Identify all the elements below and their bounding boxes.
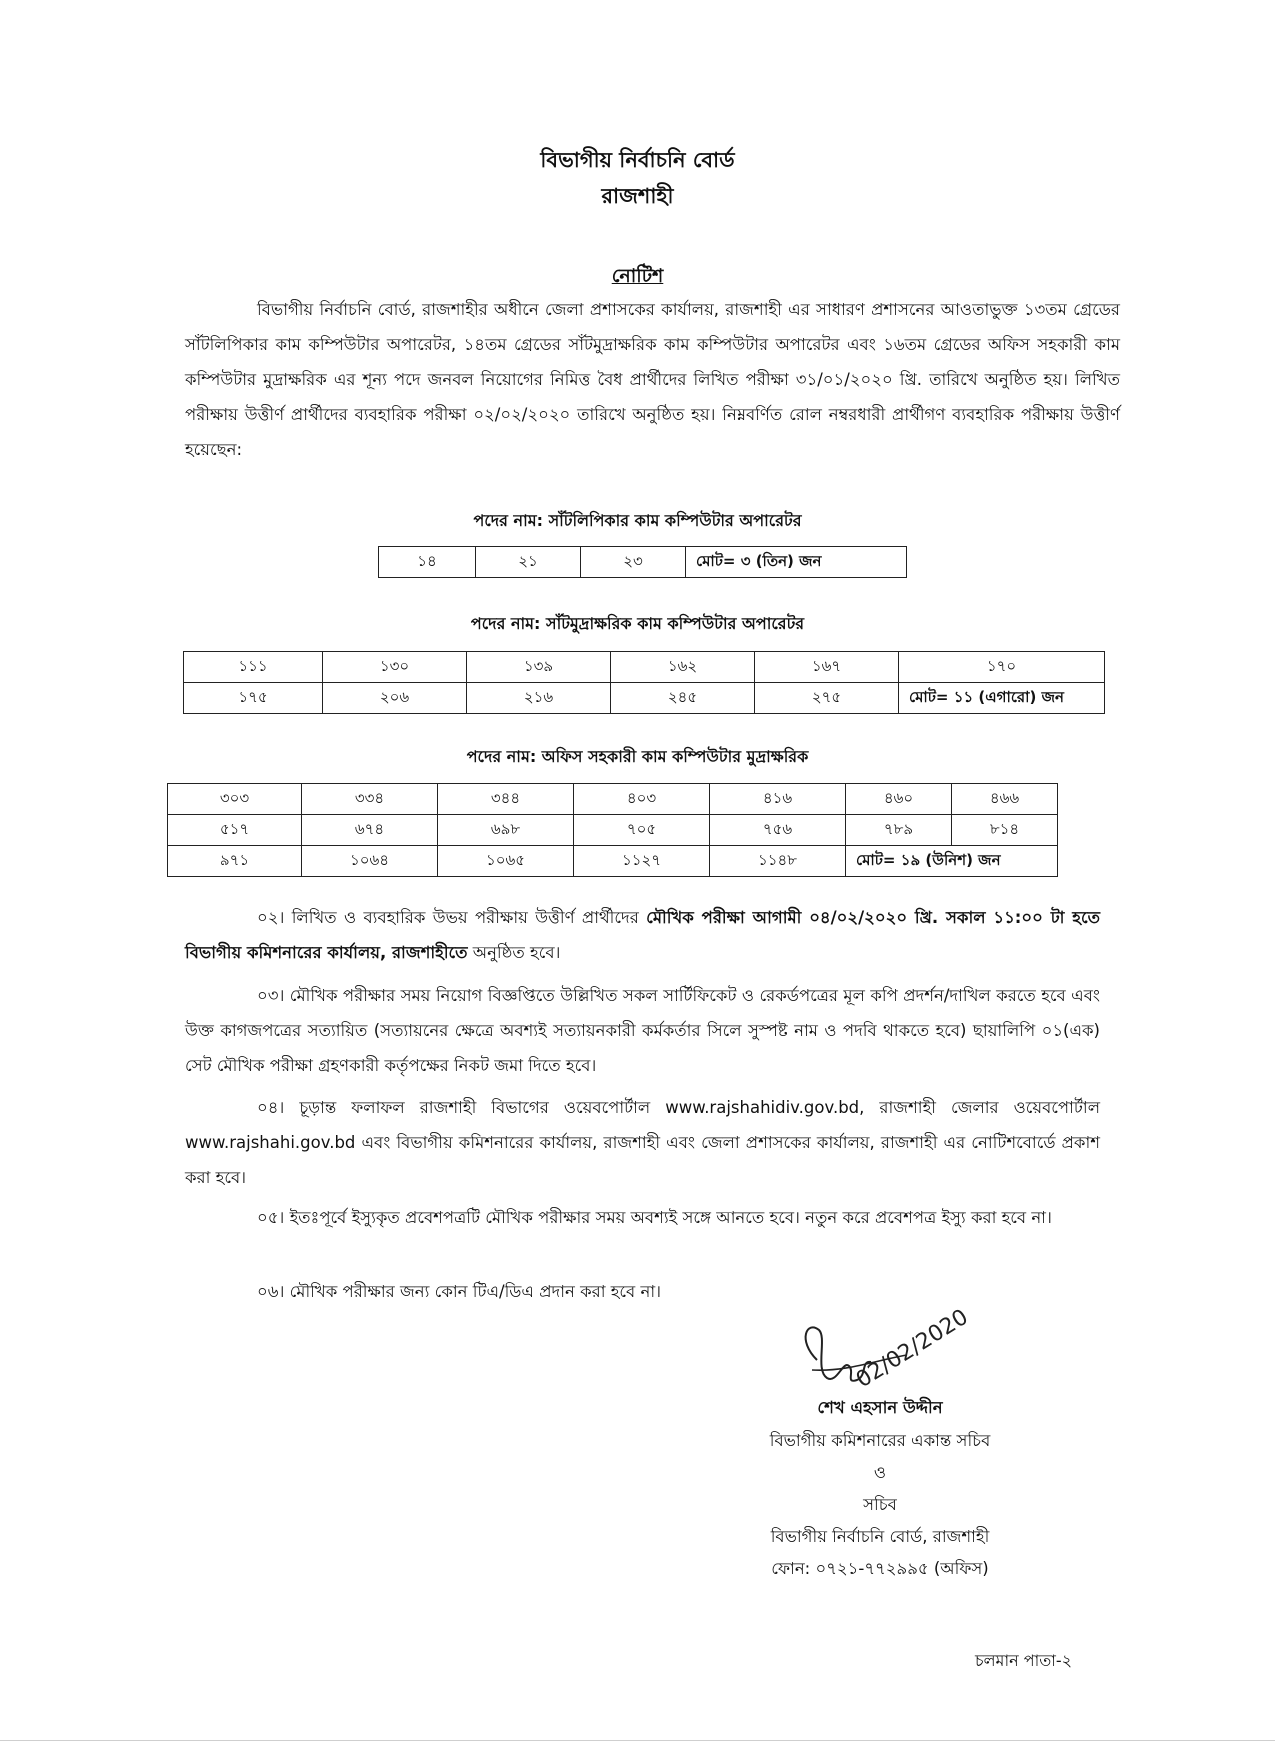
roll-cell: ৮১৪ <box>952 815 1058 846</box>
roll-cell: ৩৩৪ <box>302 784 438 815</box>
roll-cell: ১১৪৮ <box>710 846 846 877</box>
signer-title-2: সচিব <box>863 1495 897 1514</box>
table-row <box>168 815 1058 846</box>
roll-cell: ১৭০ <box>899 652 1105 683</box>
paragraph-ta-da: ০৬। মৌখিক পরীক্ষার জন্য কোন টিএ/ডিএ প্রদান করা হবে না। <box>257 1282 662 1301</box>
viva-schedule: মৌখিক পরীক্ষা আগামী ০৪/০২/২০২০ খ্রি. সকাল ১১:০০ টা হতে বিভাগীয় কমিশনারের কার্যালয়, রাজশাহীতে <box>185 908 1100 962</box>
roll-cell: ১৩০ <box>323 652 467 683</box>
roll-cell: ৭৫৬ <box>710 815 846 846</box>
table-row <box>379 547 907 578</box>
table1-title: পদের নাম: সাঁটলিপিকার কাম কম্পিউটার অপারেটর <box>473 511 802 530</box>
table3-title: পদের নাম: অফিস সহকারী কাম কম্পিউটার মুদ্রাক্ষরিক <box>466 747 809 766</box>
roll-cell: ৪১৬ <box>710 784 846 815</box>
roll-cell: ২৪৫ <box>611 683 755 714</box>
roll-cell: ১১২৭ <box>574 846 710 877</box>
roll-cell: ১৬২ <box>611 652 755 683</box>
roll-cell: ২১৬ <box>467 683 611 714</box>
roll-cell: ২১ <box>476 547 581 578</box>
roll-cell: ২৩ <box>581 547 686 578</box>
continued-page-note: চলমান পাতা-২ <box>975 1651 1073 1670</box>
paragraph-documents: ০৩। মৌখিক পরীক্ষার সময় নিয়োগ বিজ্ঞপ্তিতে উল্লিখিত সকল সার্টিফিকেট ও রেকর্ডপত্রের মূল কপি প্রদর্শন/দাখিল করতে হবে এবং উক্ত কাগজপত্রের সত্যায়িত (সত্যায়নের ক্ষেত্রে অবশ্যই সত্যায়নকারী কর্মকর্তার সিলে সুস্পষ্ট নাম ও পদবি থাকতে হবে) ছায়ালিপি ০১(এক) সেট মৌখিক পরীক্ষা গ্রহণকারী কর্তৃপক্ষের নিকট জমা দিতে হবে। <box>185 986 1100 1075</box>
roll-cell: ১০৬৫ <box>438 846 574 877</box>
roll-cell: ৩৪৪ <box>438 784 574 815</box>
roll-cell: ৬৯৮ <box>438 815 574 846</box>
total-cell: মোট= ৩ (তিন) জন <box>686 547 907 578</box>
total-cell: মোট= ১৯ (উনিশ) জন <box>846 846 1058 877</box>
signer-title-1: বিভাগীয় কমিশনারের একান্ত সচিব <box>769 1431 991 1450</box>
scan-edge-line <box>0 1740 1275 1741</box>
city-heading: রাজশাহী <box>601 184 674 208</box>
table-row <box>168 846 1058 877</box>
paragraph-intro: বিভাগীয় নির্বাচনি বোর্ড, রাজশাহীর অধীনে জেলা প্রশাসকের কার্যালয়, রাজশাহী এর সাধারণ প্রশাসনের আওতাভুক্ত ১৩তম গ্রেডের সাঁটলিপিকার কাম কম্পিউটার অপারেটর, ১৪তম গ্রেডের সাঁটমুদ্রাক্ষরিক কাম কম্পিউটার অপারেটর এবং ১৬তম গ্রেডের অফিস সহকারী কাম কম্পিউটার মুদ্রাক্ষরিক এর শূন্য পদে জনবল নিয়োগের নিমিত্ত বৈধ প্রার্থীদের লিখিত পরীক্ষা ৩১/০১/২০২০ খ্রি. তারিখে অনুষ্ঠিত হয়। লিখিত পরীক্ষায় উত্তীর্ণ প্রার্থীদের ব্যবহারিক পরীক্ষা ০২/০২/২০২০ তারিখে অনুষ্ঠিত হয়। নিম্নবর্ণিত রোল নম্বরধারী প্রার্থীগণ ব্যবহারিক পরীক্ষায় উত্তীর্ণ হয়েছেন: <box>185 300 1120 459</box>
roll-cell: ৬৭৪ <box>302 815 438 846</box>
roll-cell: ২০৬ <box>323 683 467 714</box>
signer-title-3: বিভাগীয় নির্বাচনি বোর্ড, রাজশাহী <box>770 1527 990 1546</box>
roll-cell: ১৩৯ <box>467 652 611 683</box>
roll-cell: ১৭৫ <box>184 683 323 714</box>
roll-cell: ৭৮৯ <box>846 815 952 846</box>
table-row <box>168 784 1058 815</box>
table-steno-typist <box>183 651 1105 714</box>
roll-cell: ৪৬০ <box>846 784 952 815</box>
total-cell: মোট= ১১ (এগারো) জন <box>899 683 1105 714</box>
paragraph-results: ০৪। চূড়ান্ত ফলাফল রাজশাহী বিভাগের ওয়েবপোর্টাল www.rajshahidiv.gov.bd, রাজশাহী জেলার ওয়েবপোর্টাল www.rajshahi.gov.bd এবং বিভাগীয় কমিশনারের কার্যালয়, রাজশাহী এবং জেলা প্রশাসকের কার্যালয়, রাজশাহী এর নোটিশবোর্ডে প্রকাশ করা হবে। <box>185 1098 1100 1187</box>
paragraph-viva <box>185 900 1100 970</box>
roll-cell: ১১১ <box>184 652 323 683</box>
table-office-assistant <box>167 783 1058 877</box>
roll-cell: ৪৬৬ <box>952 784 1058 815</box>
roll-cell: ১৬৭ <box>755 652 899 683</box>
table2-title: পদের নাম: সাঁটমুদ্রাক্ষরিক কাম কম্পিউটার অপারেটর <box>470 614 805 633</box>
roll-cell: ১৪ <box>379 547 476 578</box>
roll-cell: ১০৬৪ <box>302 846 438 877</box>
roll-cell: ৯৭১ <box>168 846 302 877</box>
table-row <box>184 652 1105 683</box>
viva-tail: অনুষ্ঠিত হবে। <box>472 943 561 962</box>
signature-date: 02/02/2020 <box>851 1304 973 1394</box>
signer-phone: ফোন: ০৭২১-৭৭২৯৯৫ (অফিস) <box>771 1559 989 1578</box>
signer-and: ও <box>873 1463 887 1482</box>
viva-lead: ০২। লিখিত ও ব্যবহারিক উভয় পরীক্ষায় উত্তীর্ণ প্রার্থীদের <box>257 908 639 927</box>
table-row <box>184 683 1105 714</box>
notice-title: নোটিশ <box>611 265 664 287</box>
table-stenographer <box>378 546 907 578</box>
org-heading: বিভাগীয় নির্বাচনি বোর্ড <box>540 148 735 172</box>
roll-cell: ৭০৫ <box>574 815 710 846</box>
roll-cell: ৫১৭ <box>168 815 302 846</box>
handwritten-signature <box>757 1300 1007 1400</box>
signer-name: শেখ এহসান উদ্দীন <box>817 1398 943 1417</box>
roll-cell: ৪০৩ <box>574 784 710 815</box>
roll-cell: ৩০৩ <box>168 784 302 815</box>
paragraph-admit-card: ০৫। ইতঃপূর্বে ইস্যুকৃত প্রবেশপত্রটি মৌখিক পরীক্ষার সময় অবশ্যই সঙ্গে আনতে হবে। নতুন করে প্রবেশপত্র ইস্যু করা হবে না। <box>257 1208 1052 1227</box>
roll-cell: ২৭৫ <box>755 683 899 714</box>
